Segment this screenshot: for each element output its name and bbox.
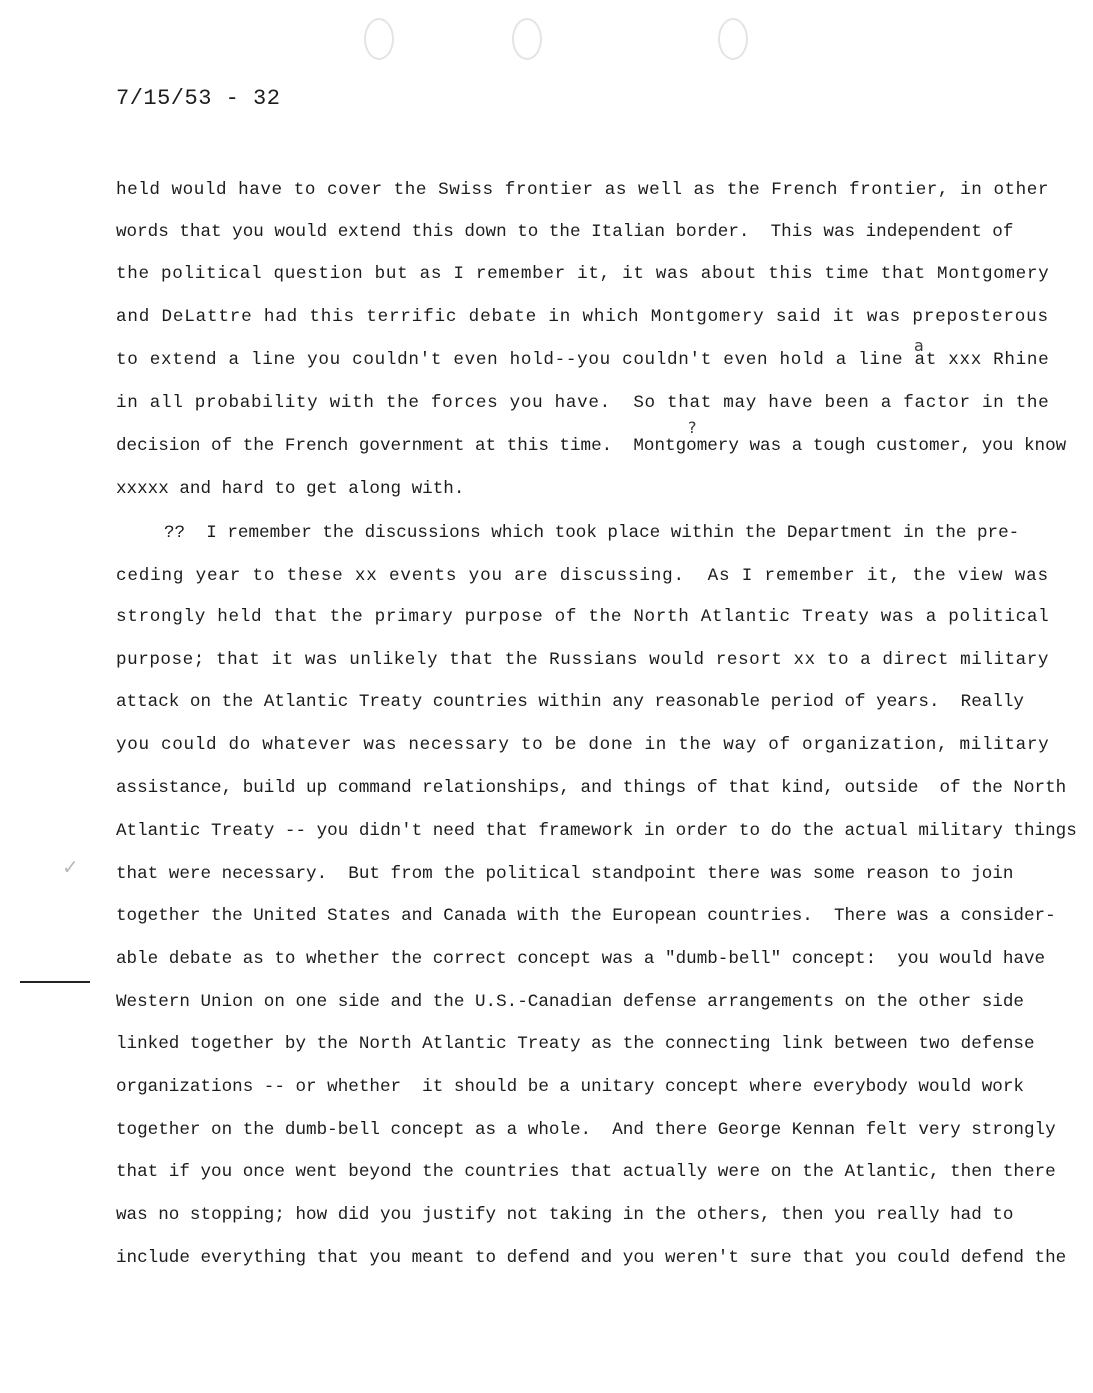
text-line: was no stopping; how did you justify not taking in the others, then you really had to [116,1205,1014,1225]
text-line: Atlantic Treaty -- you didn't need that framework in order to do the actual military things [116,821,1077,841]
margin-rule-mark [20,981,90,983]
text-line: linked together by the North Atlantic Treaty as the connecting link between two defense [116,1034,1035,1054]
punch-hole [364,18,394,60]
text-line: together the United States and Canada with the European countries. There was a consider- [116,906,1056,926]
text-line: the political question but as I remember it, it was about this time that Montgomery [116,264,1050,284]
text-line: and DeLattre had this terrific debate in which Montgomery said it was preposterous [116,307,1049,327]
text-line: attack on the Atlantic Treaty countries within any reasonable period of years. Really [116,692,1024,712]
text-line: together on the dumb-bell concept as a whole. And there George Kennan felt very strongly [116,1120,1056,1140]
text-line: that were necessary. But from the political standpoint there was some reason to join [116,864,1014,884]
text-line: held would have to cover the Swiss frontier as well as the French frontier, in other [116,180,1049,200]
text-line: words that you would extend this down to the Italian border. This was independent of [116,222,1014,242]
margin-check-mark: ✓ [62,855,79,879]
text-line: Western Union on one side and the U.S.-Canadian defense arrangements on the other side [116,992,1024,1012]
handwritten-correction-a: a [914,336,924,355]
text-line: in all probability with the forces you have. So that may have been a factor in the [116,393,1050,413]
text-line: you could do whatever was necessary to be done in the way of organization, military [116,735,1050,755]
text-line: xxxxx and hard to get along with. [116,479,465,499]
text-line: decision of the French government at this time. Montgomery was a tough customer, you know [116,436,1067,456]
text-line: that if you once went beyond the countries that actually were on the Atlantic, then there [116,1162,1056,1182]
text-line: organizations -- or whether it should be a unitary concept where everybody would work [116,1077,1024,1097]
text-line: ?? I remember the discussions which took place within the Department in the pre- [164,523,1020,543]
text-line: include everything that you meant to defend and you weren't sure that you could defend the [116,1248,1067,1268]
text-line: assistance, build up command relationships, and things of that kind, outside of the North [116,778,1067,798]
text-line: strongly held that the primary purpose of the North Atlantic Treaty was a political [116,607,1050,627]
handwritten-question-mark: ? [688,418,697,437]
punch-hole [718,18,748,60]
text-line: ceding year to these xx events you are discussing. As I remember it, the view was [116,566,1049,586]
page-reference: 7/15/53 - 32 [116,86,281,111]
text-line: to extend a line you couldn't even hold--you couldn't even hold a line at xxx Rhine [116,350,1050,370]
punch-hole [512,18,542,60]
text-line: able debate as to whether the correct concept was a "dumb-bell" concept: you would have [116,949,1046,969]
text-line: purpose; that it was unlikely that the Russians would resort xx to a direct military [116,650,1049,670]
